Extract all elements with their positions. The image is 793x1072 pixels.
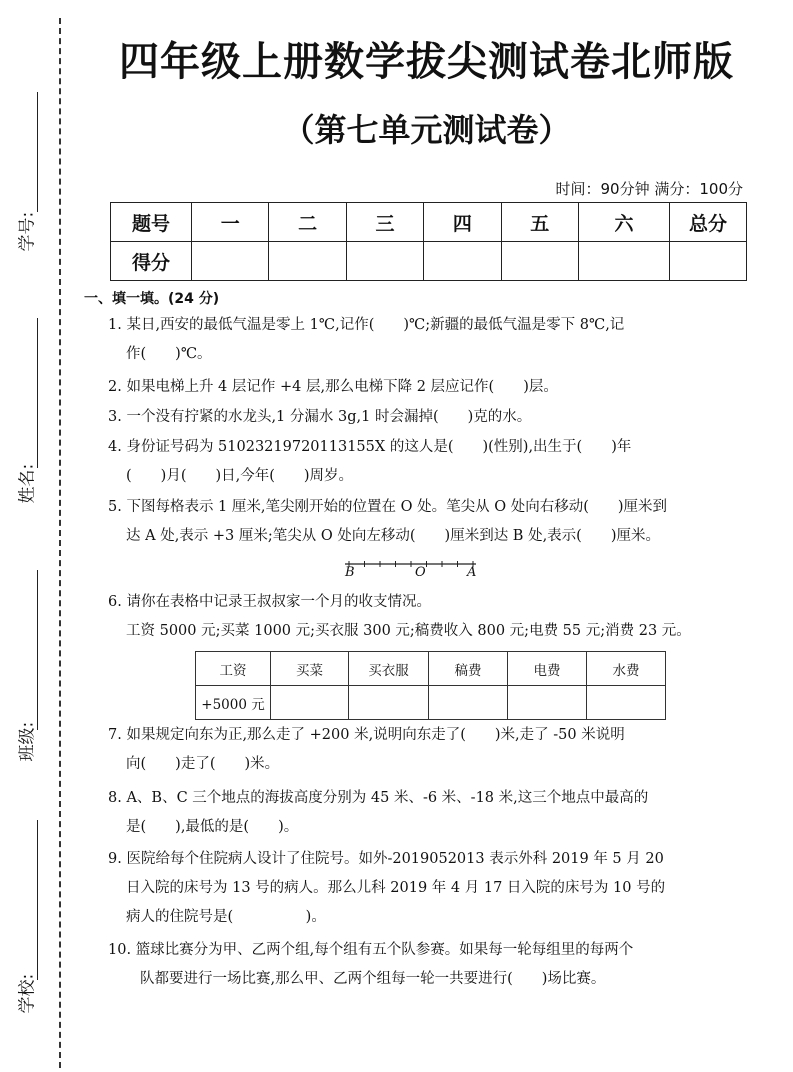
score-input-cell[interactable] (192, 242, 269, 281)
score-input-cell[interactable] (269, 242, 346, 281)
question-line: 8. A、B、C 三个地点的海拔高度分别为 45 米、-6 米、-18 米,这三个地点中最高的 (108, 790, 649, 806)
question-line: ( )月( )日,今年( )周岁。 (126, 468, 354, 484)
money-header-cell: 电费 (508, 652, 587, 686)
student-name-line[interactable] (37, 318, 38, 468)
question-3 (108, 403, 531, 432)
question-line: 1. 某日,西安的最低气温是零上 1℃,记作( )℃;新疆的最低气温是零下 8℃,记 (108, 317, 625, 333)
money-header-cell: 工资 (196, 652, 271, 686)
question-line: 3. 一个没有拧紧的水龙头,1 分漏水 3g,1 时会漏掉( )克的水。 (108, 409, 532, 425)
number-line-label-b: B (345, 565, 355, 580)
question-line: 工资 5000 元;买菜 1000 元;买衣服 300 元;稿费收入 800 元;电费 55 元;消费 23 元。 (126, 623, 691, 639)
score-header-cell: 六 (579, 203, 670, 242)
student-info-sidebar (0, 0, 60, 1072)
question-5 (108, 493, 667, 551)
question-8 (108, 784, 648, 842)
score-table (110, 202, 747, 281)
question-4 (108, 433, 631, 491)
page-subtitle: （第七单元测试卷） (282, 111, 571, 149)
section-title: 一、填一填。(24 分) (84, 291, 220, 307)
number-line-label-o: O (415, 565, 426, 580)
student-id-line[interactable] (37, 92, 38, 212)
question-10 (108, 936, 633, 994)
score-header-cell: 一 (192, 203, 269, 242)
number-line-figure (343, 560, 478, 584)
question-line: 病人的住院号是( )。 (126, 909, 326, 925)
money-input-cell[interactable] (587, 686, 666, 720)
money-header-cell: 买菜 (271, 652, 349, 686)
question-line: 是( ),最低的是( )。 (126, 819, 299, 835)
score-header-cell: 总分 (670, 203, 747, 242)
question-line: 9. 医院给每个住院病人设计了住院号。如外-2019052013 表示外科 2019 年 5 月 20 (108, 851, 664, 867)
number-line-svg (343, 560, 478, 584)
question-line: 作( )℃。 (126, 346, 212, 362)
question-6 (108, 588, 691, 646)
question-line: 达 A 处,表示 +3 厘米;笔尖从 O 处向左移动( )厘米到达 B 处,表示( )厘米。 (126, 528, 660, 544)
question-9 (108, 845, 665, 932)
question-line: 2. 如果电梯上升 4 层记作 +4 层,那么电梯下降 2 层应记作( )层。 (108, 379, 558, 395)
money-input-cell[interactable] (349, 686, 429, 720)
score-input-cell[interactable] (424, 242, 501, 281)
money-value-row (196, 686, 666, 720)
score-table-header-row (111, 203, 747, 242)
money-header-row (196, 652, 666, 686)
score-header-cell: 五 (501, 203, 578, 242)
score-input-cell[interactable] (501, 242, 578, 281)
score-row-label: 得分 (111, 242, 192, 281)
page-title: 四年级上册数学拔尖测试卷北师版 (119, 39, 734, 85)
money-header-cell: 买衣服 (349, 652, 429, 686)
cut-line (59, 18, 61, 1068)
score-table-score-row (111, 242, 747, 281)
question-line: 日入院的床号为 13 号的病人。那么儿科 2019 年 4 月 17 日入院的床号为 10 号的 (126, 880, 666, 896)
money-input-cell[interactable] (271, 686, 349, 720)
question-line: 5. 下图每格表示 1 厘米,笔尖刚开始的位置在 O 处。笔尖从 O 处向右移动( )厘米到 (108, 499, 668, 515)
time-and-score-info: 时间：90分钟 满分：100分 (555, 180, 743, 198)
number-line-label-a: A (467, 565, 477, 580)
school-label: 学校: (17, 973, 38, 1014)
score-header-cell: 三 (346, 203, 423, 242)
score-input-cell[interactable] (670, 242, 747, 281)
class-label: 班级: (17, 721, 38, 762)
money-header-cell: 水费 (587, 652, 666, 686)
question-7 (108, 721, 625, 779)
question-line: 4. 身份证号码为 51023219720113155X 的这人是( )(性别),出生于( )年 (108, 439, 632, 455)
question-line: 7. 如果规定向东为正,那么走了 +200 米,说明向东走了( )米,走了 -50 米说明 (108, 727, 625, 743)
score-input-cell[interactable] (346, 242, 423, 281)
question-line: 向( )走了( )米。 (126, 756, 280, 772)
school-line[interactable] (37, 820, 38, 980)
student-name-label: 姓名: (17, 463, 38, 504)
money-header-cell: 稿费 (429, 652, 508, 686)
question-2 (108, 373, 558, 402)
income-expense-table (195, 651, 666, 720)
class-line[interactable] (37, 570, 38, 730)
score-header-cell: 二 (269, 203, 346, 242)
money-input-cell[interactable] (429, 686, 508, 720)
score-input-cell[interactable] (579, 242, 670, 281)
question-line: 6. 请你在表格中记录王叔叔家一个月的收支情况。 (108, 594, 431, 610)
question-1 (108, 311, 624, 369)
score-header-cell: 四 (424, 203, 501, 242)
score-header-cell: 题号 (111, 203, 192, 242)
question-line: 10. 篮球比赛分为甲、乙两个组,每个组有五个队参赛。如果每一轮每组里的每两个 (108, 942, 634, 958)
student-id-label: 学号: (17, 211, 38, 252)
question-line: 队都要进行一场比赛,那么甲、乙两个组每一轮一共要进行( )场比赛。 (140, 971, 606, 987)
money-input-cell[interactable] (508, 686, 587, 720)
money-value-cell: +5000 元 (196, 686, 271, 720)
